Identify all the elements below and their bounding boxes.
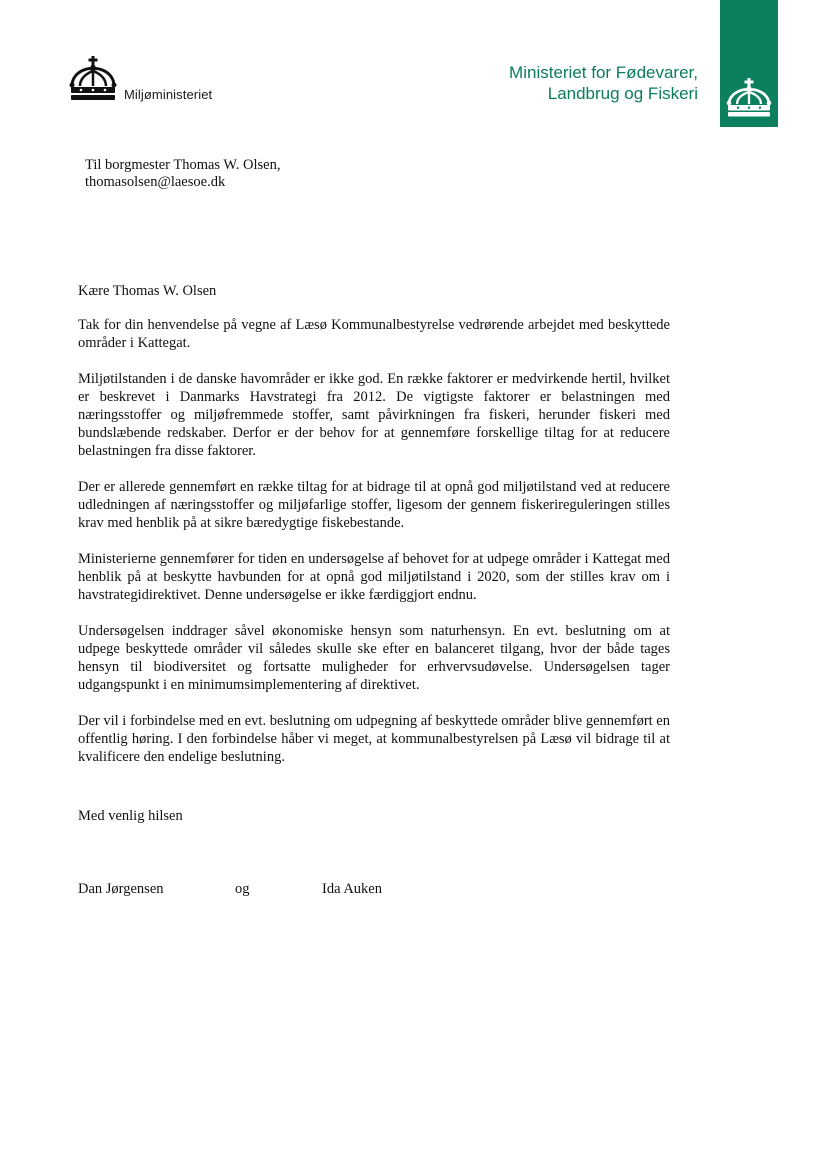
signatory-name: Ida Auken — [322, 881, 382, 897]
paragraph: Undersøgelsen inddrager såvel økonomiske hensyn som naturhensyn. En evt. beslutning om at udpege beskyttede områder vil således skulle ske efter en balanceret tilgang, hvor der både tages hensyn til biodiversitet og fortsatte muligheder for erhvervsudøvelse. Undersøgelsen tager udgangspunkt i en minimumsimplementering af direktivet. — [78, 623, 670, 693]
paragraph: Tak for din henvendelse på vegne af Læsø Kommunalbestyrelse vedrørende arbejdet med beskyttede områder i Kattegat. — [78, 317, 670, 351]
foedevareministeriet-logo-text — [509, 62, 698, 104]
paragraph: Ministerierne gennemfører for tiden en undersøgelse af behovet for at udpege områder i Kattegat med henblik på at beskytte havbunden for at opnå god miljøtilstand i 2020, som der stilles krav om i havstrategidirektivet. Denne undersøgelse er ikke færdiggjort endnu. — [78, 551, 670, 603]
foedevareministeriet-logo-box — [720, 0, 778, 127]
crown-icon — [725, 78, 773, 118]
closing: Med venlig hilsen — [78, 808, 183, 824]
paragraph: Miljøtilstanden i de danske havområder er ikke god. En række faktorer er medvirkende hertil, hvilket er beskrevet i Danmarks Havstrategi fra 2012. De vigtigste faktorer er belastningen med næringsstoffer og miljøfremmede stoffer, samt påvirkningen fra fiskeri, herunder fiskeri med bundslæbende redskaber. Derfor er der behov for at gennemføre forskellige tiltag for at reducere belastningen fra disse faktorer. — [78, 371, 670, 459]
miljoministeriet-logo-text: Miljøministeriet — [124, 87, 213, 102]
crown-icon — [68, 56, 118, 102]
recipient-name: Til borgmester Thomas W. Olsen, — [85, 157, 281, 173]
signature-conjunction: og — [235, 881, 250, 897]
foedevareministeriet-logo-line1: Ministeriet for Fødevarer, — [509, 63, 698, 82]
signature-block — [78, 881, 478, 901]
miljoministeriet-logo — [68, 56, 212, 102]
recipient-block — [85, 157, 281, 191]
letter-body — [78, 282, 670, 784]
signatory-name: Dan Jørgensen — [78, 881, 164, 897]
foedevareministeriet-logo-line2: Landbrug og Fiskeri — [547, 84, 698, 103]
paragraph: Der vil i forbindelse med en evt. beslutning om udpegning af beskyttede områder blive gennemført en offentlig høring. I den forbindelse håber vi meget, at kommunalbestyrelsen på Læsø vil bidrage til at kvalificere den endelige beslutning. — [78, 713, 670, 765]
recipient-email: thomasolsen@laesoe.dk — [85, 174, 226, 190]
paragraph: Der er allerede gennemført en række tiltag for at bidrage til at opnå god miljøtilstand ved at reducere udledningen af næringsstoffer og miljøfarlige stoffer, ligesom der gennem fiskerireguleringen stilles krav med henblik på at sikre bæredygtige fiskebestande. — [78, 479, 670, 531]
salutation: Kære Thomas W. Olsen — [78, 283, 217, 299]
